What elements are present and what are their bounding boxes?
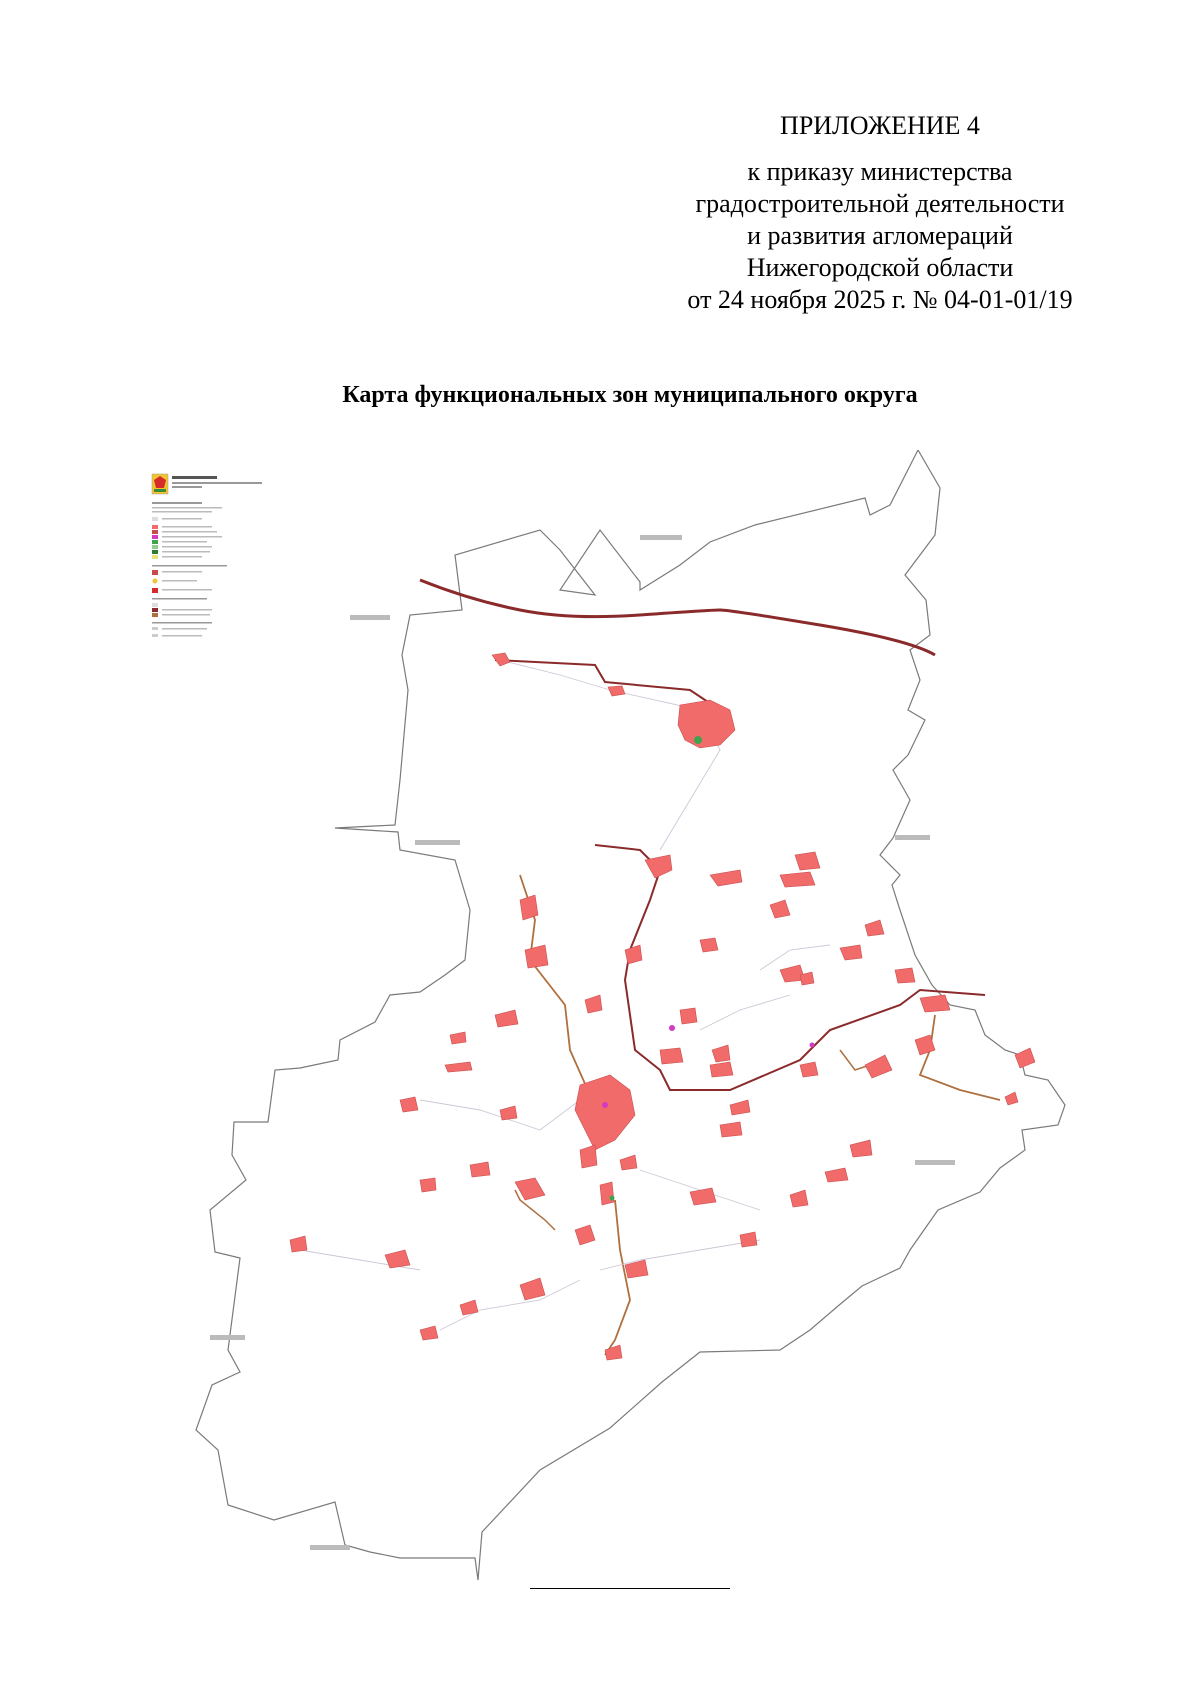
- appendix-line-3: и развития агломераций: [747, 221, 1013, 250]
- road-east: [920, 1015, 1000, 1100]
- appendix-line-4: Нижегородской области: [746, 253, 1014, 282]
- neighbour-labels: [210, 535, 955, 1550]
- road-east-branch: [840, 1050, 870, 1070]
- appendix-line-1: к приказу министерства: [747, 157, 1013, 186]
- settlement-district-center: [575, 1075, 635, 1150]
- appendix-header: [640, 110, 1120, 316]
- bottom-rule: [530, 1588, 730, 1589]
- appendix-line-2: градостроительной деятельности: [695, 189, 1065, 218]
- special-zones: [602, 736, 815, 1201]
- functional-zones-map: [0, 450, 1200, 1600]
- settlement-north-mid: [608, 686, 625, 696]
- appendix-line-5: от 24 ноября 2025 г. № 04-01-01/19: [687, 285, 1073, 314]
- minor-roads: [300, 660, 830, 1330]
- road-south: [605, 1200, 630, 1355]
- appendix-title: ПРИЛОЖЕНИЕ 4: [780, 111, 980, 140]
- settlement-zones: [290, 653, 1035, 1460]
- settlement-north-town: [678, 700, 735, 748]
- document-title: Карта функциональных зон муниципального округа: [342, 382, 918, 408]
- railway-line: [420, 580, 935, 655]
- settlement-north-west: [492, 653, 510, 666]
- map-svg: [0, 450, 1200, 1600]
